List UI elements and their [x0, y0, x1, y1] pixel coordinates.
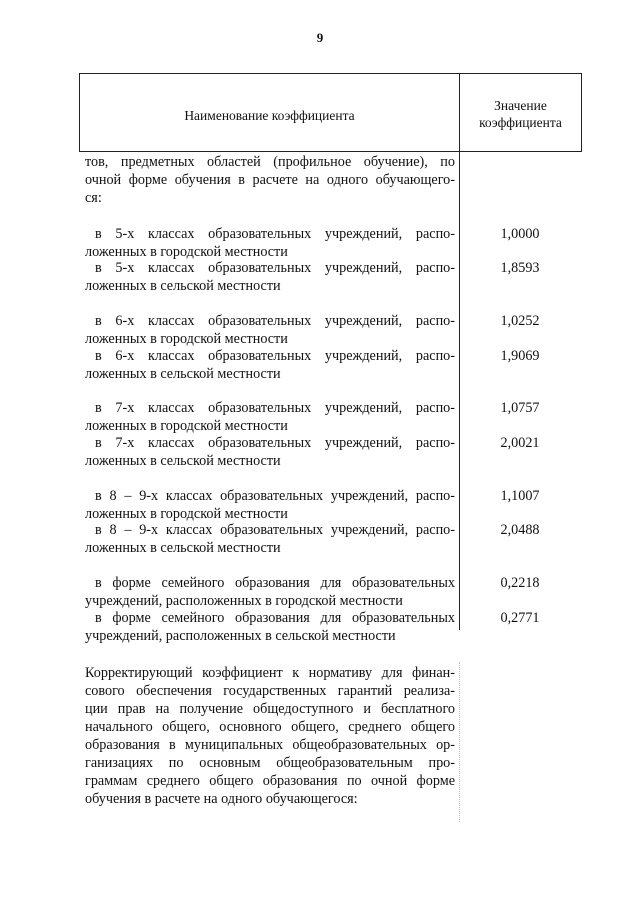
- closing-line: начального общего, основного общего, среднего общего: [85, 719, 455, 735]
- coefficient-value: 1,0000: [500, 226, 540, 242]
- coefficient-value: 0,2218: [500, 575, 540, 591]
- row-line: в 7-х классах образовательных учреждений, распо-: [95, 400, 455, 416]
- closing-line: граммам среднего общего образования по очной форме: [85, 773, 455, 789]
- row-line: в 8 – 9-х классах образовательных учреждений, распо-: [95, 488, 455, 504]
- value-header-line1: Значение: [494, 97, 547, 113]
- coefficient-row-label: [85, 399, 455, 435]
- row-line: учреждений, расположенных в городской местности: [85, 593, 403, 609]
- closing-line: ции прав на получение общедоступного и бесплатного: [85, 701, 455, 717]
- row-line: в форме семейного образования для образовательных: [95, 610, 455, 626]
- coefficient-row-label: [85, 574, 455, 610]
- coefficient-row-label: [85, 487, 455, 523]
- value-header-line2: коэффициента: [479, 114, 562, 130]
- coefficient-row-label: [85, 609, 455, 645]
- row-line: ложенных в городской местности: [85, 506, 288, 522]
- coefficient-value: 0,2771: [500, 610, 540, 626]
- row-line: в 7-х классах образовательных учреждений, распо-: [95, 435, 455, 451]
- coefficient-row-label: [85, 434, 455, 470]
- coefficient-row-label: [85, 521, 455, 557]
- row-line: ложенных в городской местности: [85, 418, 288, 434]
- row-line: ложенных в сельской местности: [85, 278, 281, 294]
- coefficient-name-header: Наименование коэффициента: [80, 74, 460, 151]
- intro-paragraph: [85, 153, 455, 207]
- coefficient-row-label: [85, 312, 455, 348]
- row-line: ложенных в городской местности: [85, 244, 288, 260]
- row-line: ложенных в сельской местности: [85, 540, 281, 556]
- row-line: в 6-х классах образовательных учреждений, распо-: [95, 348, 455, 364]
- intro-line: ся:: [85, 190, 102, 206]
- coefficient-row-label: [85, 347, 455, 383]
- closing-paragraph: [85, 664, 455, 808]
- row-line: в форме семейного образования для образовательных: [95, 575, 455, 591]
- intro-line: тов, предметных областей (профильное обучение), по: [85, 154, 455, 170]
- row-line: в 5-х классах образовательных учреждений, распо-: [95, 226, 455, 242]
- closing-line: образования в муниципальных общеобразовательных ор-: [85, 737, 455, 753]
- intro-line: очной форме обучения в расчете на одного обучающего-: [85, 172, 455, 188]
- page-number: 9: [316, 30, 324, 45]
- coefficient-value: 1,0757: [500, 400, 540, 416]
- row-line: в 8 – 9-х классах образовательных учреждений, распо-: [95, 522, 455, 538]
- row-line: в 5-х классах образовательных учреждений, распо-: [95, 260, 455, 276]
- coefficient-value: 1,9069: [500, 348, 540, 364]
- coefficient-value: 2,0488: [500, 522, 540, 538]
- coefficient-value: 1,8593: [500, 260, 540, 276]
- coefficient-value: 1,1007: [500, 488, 540, 504]
- row-line: ложенных в сельской местности: [85, 366, 281, 382]
- coefficient-row-label: [85, 259, 455, 295]
- row-line: в 6-х классах образовательных учреждений, распо-: [95, 313, 455, 329]
- closing-line: Корректирующий коэффициент к нормативу для финан-: [85, 665, 455, 681]
- closing-line: сового обеспечения государственных гарантий реализа-: [85, 683, 455, 699]
- coefficient-value: 2,0021: [500, 435, 540, 451]
- row-line: учреждений, расположенных в сельской местности: [85, 628, 396, 644]
- closing-line: ганизациях по основным общеобразовательным про-: [85, 755, 455, 771]
- row-line: ложенных в городской местности: [85, 331, 288, 347]
- coefficient-value: 1,0252: [500, 313, 540, 329]
- closing-line: обучения в расчете на одного обучающегося:: [85, 791, 358, 807]
- coefficient-row-label: [85, 225, 455, 261]
- row-line: ложенных в сельской местности: [85, 453, 281, 469]
